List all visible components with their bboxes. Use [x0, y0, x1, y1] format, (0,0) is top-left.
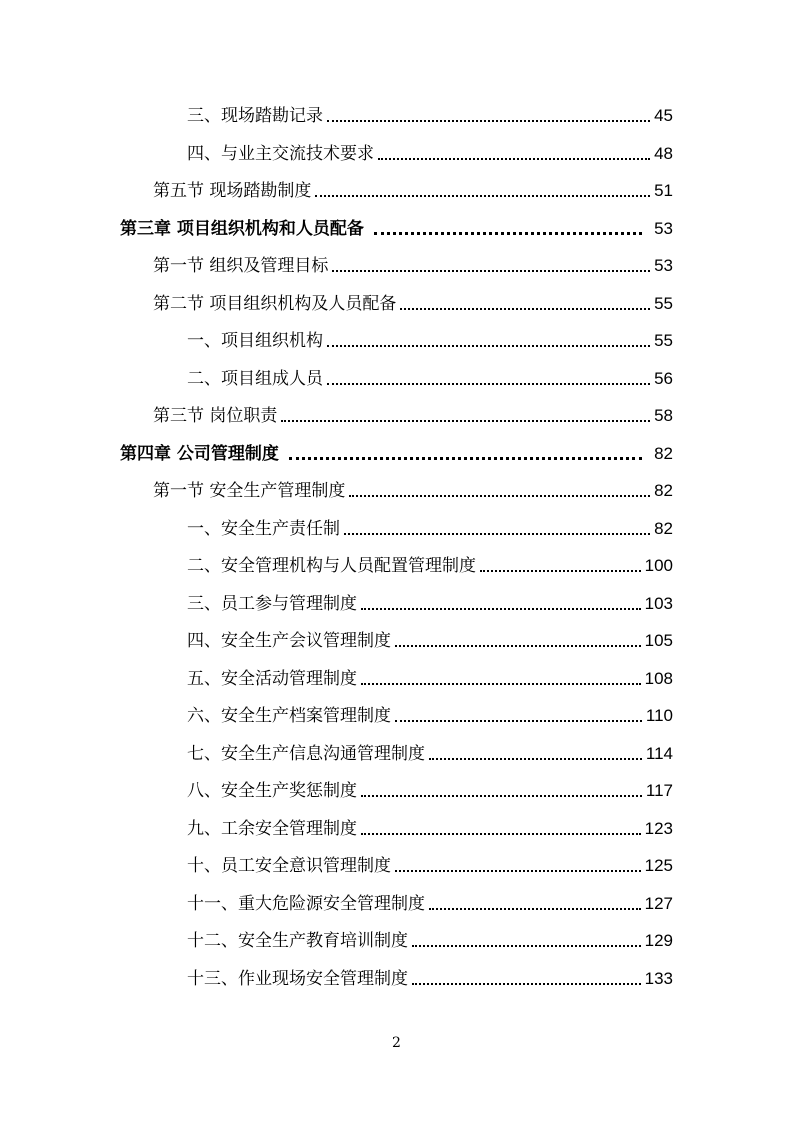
toc-entry-page-number: 110 [645, 706, 673, 725]
dot-leader [395, 720, 642, 722]
dot-leader [344, 533, 650, 535]
toc-entry-item[interactable] [187, 550, 673, 578]
toc-entry-title: 二、项目组成人员 [187, 368, 323, 389]
toc-entry-item[interactable] [187, 738, 673, 766]
dot-leader [395, 645, 641, 647]
toc-entry-item[interactable] [187, 700, 673, 728]
toc-entry-title: 八、安全生产奖惩制度 [187, 781, 357, 801]
toc-entry-title: 六、安全生产档案管理制度 [187, 706, 391, 726]
dot-leader [327, 120, 650, 122]
toc-entry-item[interactable] [187, 513, 673, 541]
toc-entry-item[interactable] [187, 363, 673, 391]
toc-entry-title: 二、安全管理机构与人员配置管理制度 [187, 556, 476, 576]
toc-entry-title: 四、与业主交流技术要求 [187, 143, 374, 164]
toc-entry-page-number: 117 [645, 781, 673, 800]
toc-entry-page-number: 82 [654, 481, 673, 500]
dot-leader [289, 457, 642, 460]
toc-entry-item[interactable] [187, 888, 673, 916]
toc-entry-page-number: 125 [644, 856, 673, 875]
toc-entry-title: 三、现场踏勘记录 [187, 106, 323, 126]
toc-entry-item[interactable] [187, 850, 673, 878]
toc-entry-title: 第五节 现场踏勘制度 [153, 181, 312, 201]
toc-entry-page-number: 55 [654, 331, 673, 350]
toc-entry-item[interactable] [187, 925, 673, 953]
dot-leader [395, 870, 641, 872]
toc-entry-title: 第一节 组织及管理目标 [153, 256, 329, 276]
dot-leader [327, 345, 650, 347]
toc-entry-page-number: 82 [654, 443, 673, 463]
toc-entry-page-number: 55 [654, 293, 673, 313]
toc-entry-title: 十、员工安全意识管理制度 [187, 856, 391, 876]
page-footer-number: 2 [392, 1035, 401, 1051]
toc-entry-item[interactable] [187, 963, 673, 991]
dot-leader [429, 758, 642, 760]
dot-leader [281, 420, 650, 422]
toc-entry-page-number: 58 [654, 406, 673, 425]
toc-entry-item[interactable] [187, 775, 673, 803]
toc-entry-page-number: 53 [654, 218, 673, 238]
dot-leader [412, 983, 641, 985]
toc-entry-item[interactable] [187, 625, 673, 653]
toc-entry-item[interactable] [187, 138, 673, 166]
dot-leader [332, 270, 650, 272]
dot-leader [349, 495, 650, 497]
toc-entry-page-number: 127 [644, 893, 673, 913]
dot-leader [361, 683, 641, 685]
toc-entry-chapter[interactable] [120, 213, 673, 241]
toc-entry-section[interactable] [153, 400, 673, 428]
toc-entry-title: 第二节 项目组织机构及人员配备 [153, 293, 397, 314]
toc-entry-page-number: 108 [644, 668, 673, 688]
toc-entry-title: 九、工余安全管理制度 [187, 818, 357, 839]
toc-entry-title: 一、安全生产责任制 [187, 518, 340, 539]
toc-entry-title: 第四章 公司管理制度 [120, 443, 279, 464]
dot-leader [361, 795, 642, 797]
dot-leader [412, 945, 641, 947]
toc-entry-item[interactable] [187, 588, 673, 616]
dot-leader [429, 908, 641, 910]
toc-entry-title: 十二、安全生产教育培训制度 [187, 931, 408, 951]
dot-leader [480, 570, 641, 572]
toc-entry-page-number: 133 [644, 968, 673, 988]
toc-entry-page-number: 48 [654, 143, 673, 163]
dot-leader [378, 158, 650, 160]
toc-entry-page-number: 103 [644, 593, 673, 613]
toc-entry-page-number: 53 [654, 256, 673, 275]
toc-entry-item[interactable] [187, 813, 673, 841]
toc-entry-title: 四、安全生产会议管理制度 [187, 631, 391, 651]
toc-entry-title: 十一、重大危险源安全管理制度 [187, 893, 425, 914]
toc-entry-chapter[interactable] [120, 438, 673, 466]
toc-entry-title: 三、员工参与管理制度 [187, 593, 357, 614]
toc-entry-title: 七、安全生产信息沟通管理制度 [187, 743, 425, 764]
toc-entry-section[interactable] [153, 175, 673, 203]
toc-entry-page-number: 82 [654, 518, 673, 538]
toc-entry-page-number: 123 [644, 818, 673, 838]
dot-leader [361, 608, 641, 610]
toc-entry-title: 第一节 安全生产管理制度 [153, 481, 346, 501]
dot-leader [400, 308, 650, 310]
toc-entry-title: 第三章 项目组织机构和人员配备 [120, 218, 364, 239]
toc-entry-page-number: 100 [644, 556, 673, 575]
toc-entry-title: 第三节 岗位职责 [153, 406, 278, 426]
dot-leader [327, 383, 650, 385]
toc-entry-page-number: 56 [654, 368, 673, 388]
toc-entry-item[interactable] [187, 100, 673, 128]
toc-entry-item[interactable] [187, 663, 673, 691]
dot-leader [374, 232, 642, 235]
toc-entry-title: 十三、作业现场安全管理制度 [187, 968, 408, 989]
toc-entry-page-number: 114 [645, 743, 673, 763]
dot-leader [361, 833, 641, 835]
toc-entry-item[interactable] [187, 325, 673, 353]
toc-entry-page-number: 105 [644, 631, 673, 650]
toc-entry-page-number: 51 [654, 181, 673, 200]
toc-entry-section[interactable] [153, 250, 673, 278]
toc-entry-page-number: 129 [644, 931, 673, 950]
toc-entry-section[interactable] [153, 475, 673, 503]
toc-entry-title: 五、安全活动管理制度 [187, 668, 357, 689]
toc-entry-title: 一、项目组织机构 [187, 331, 323, 351]
toc-entry-section[interactable] [153, 288, 673, 316]
toc-entry-page-number: 45 [654, 106, 673, 125]
dot-leader [315, 195, 650, 197]
